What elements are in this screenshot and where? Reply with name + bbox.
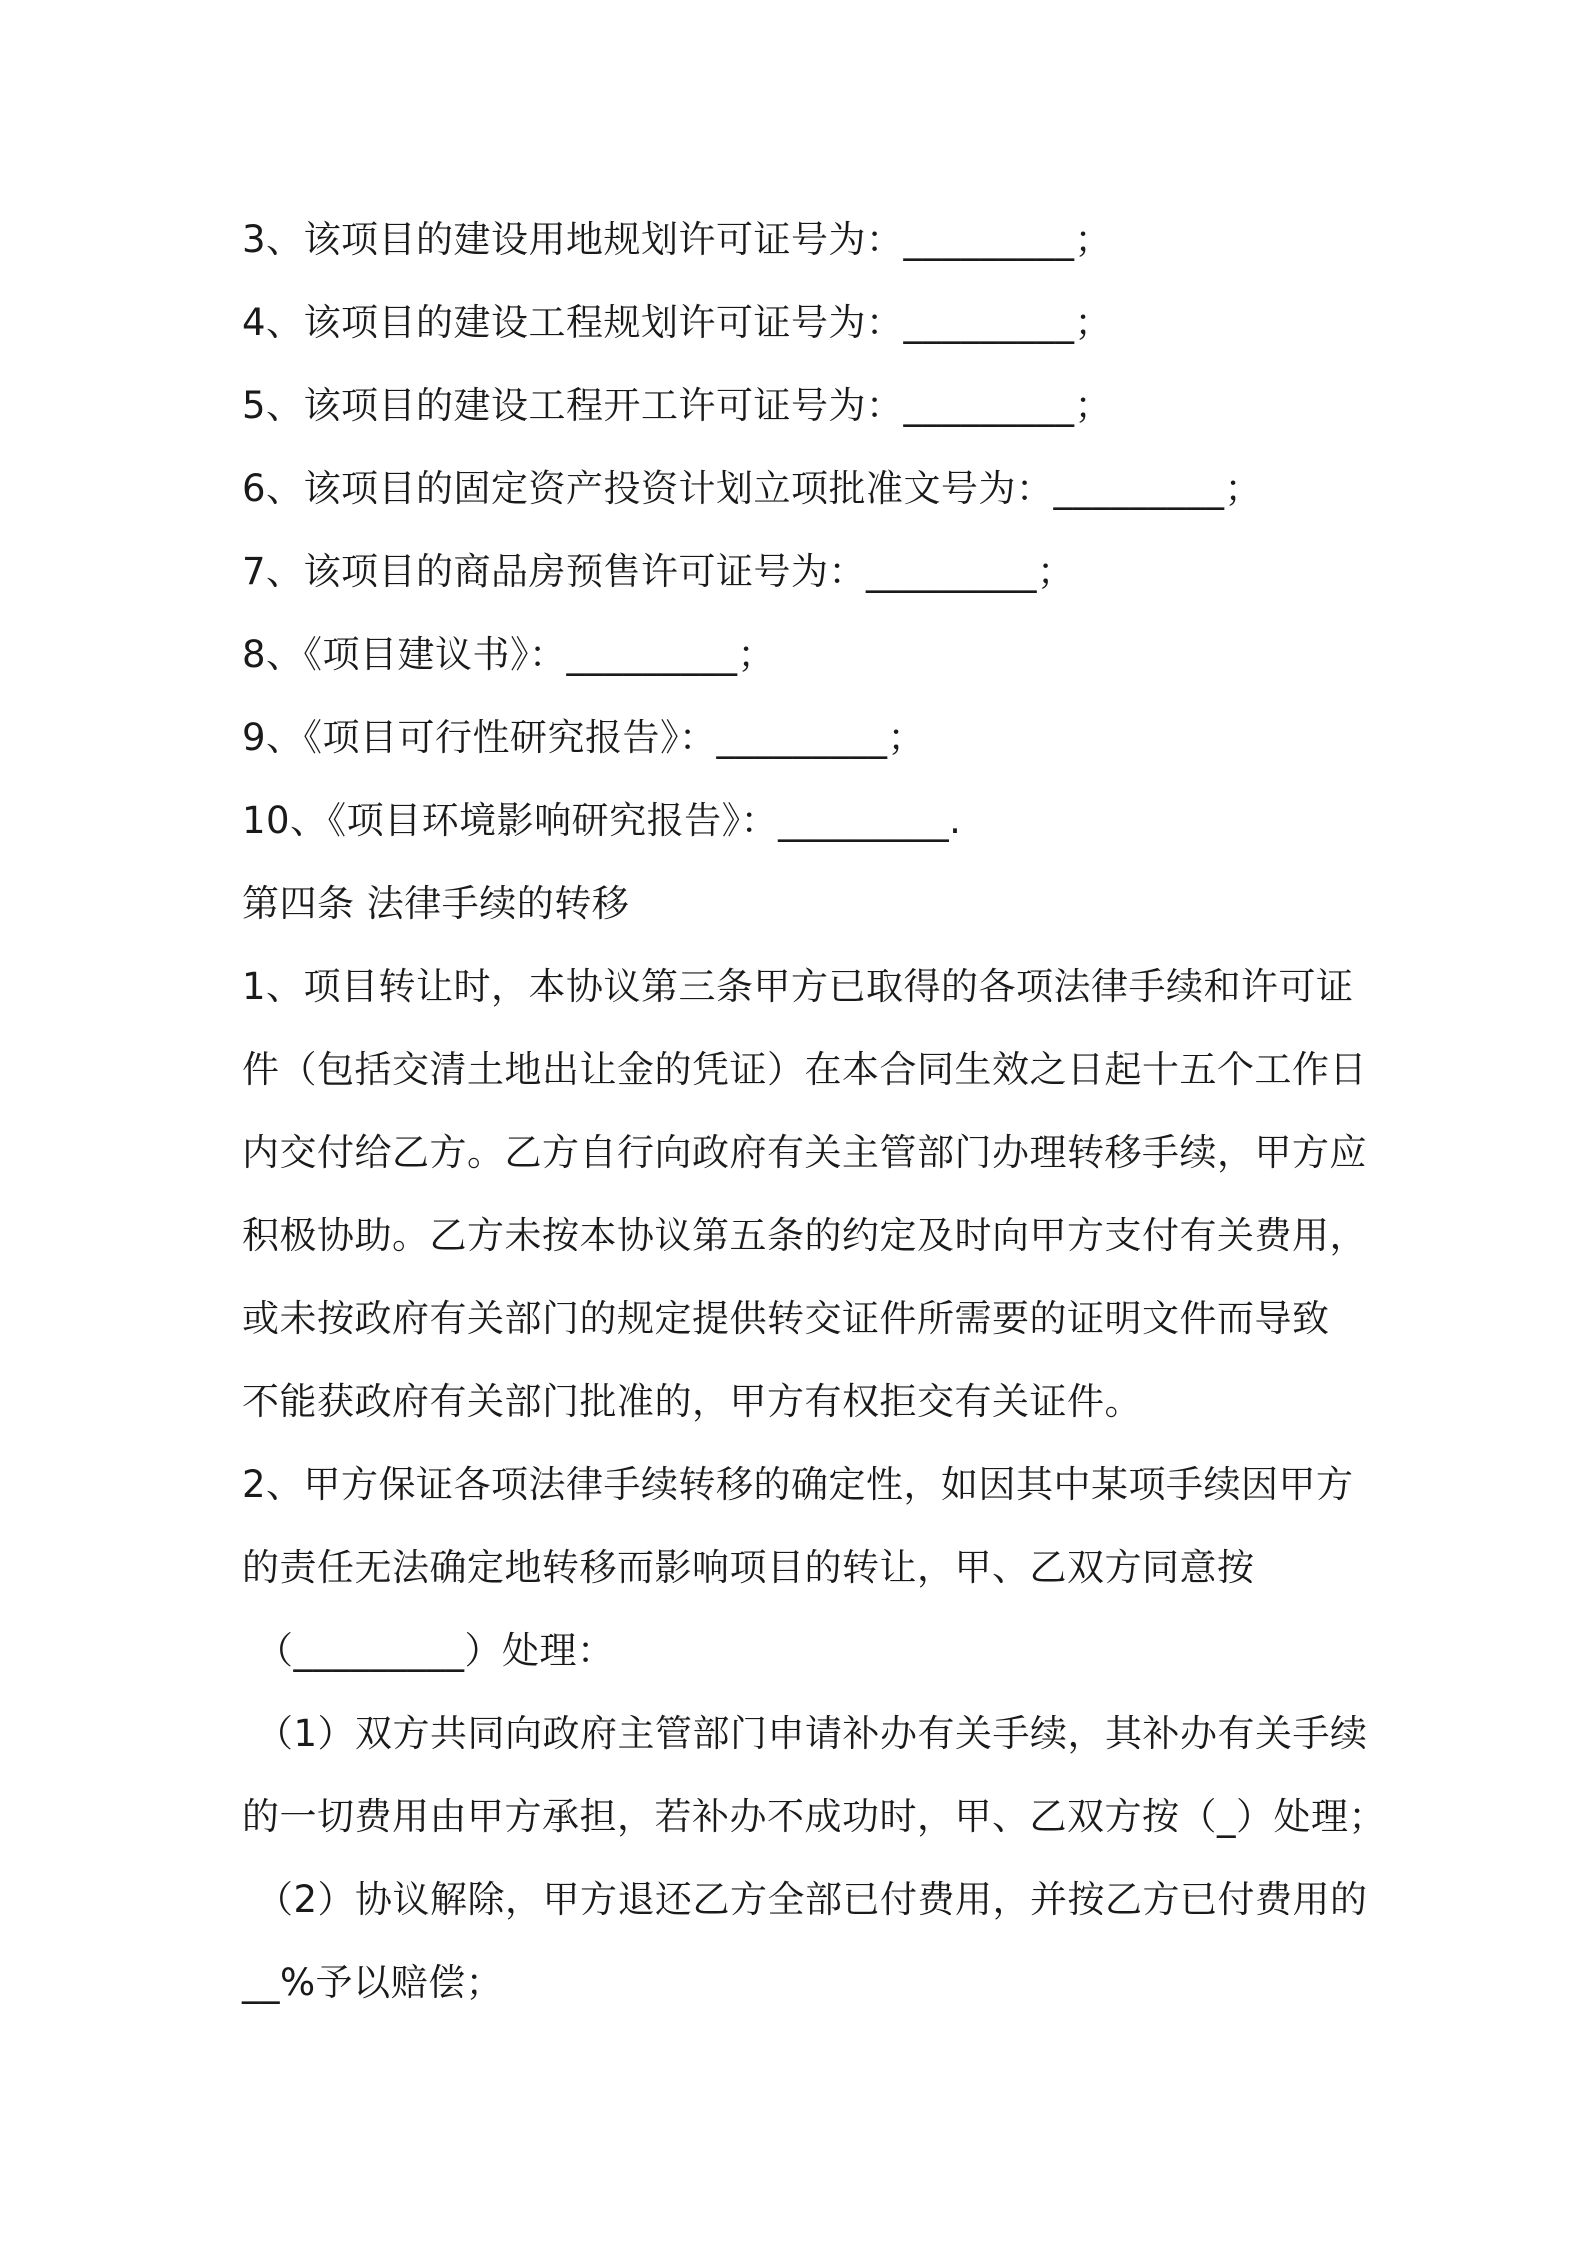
option-2-line: （2）协议解除，甲方退还乙方全部已付费用，并按乙方已付费用的 bbox=[256, 1878, 1368, 1921]
option-1-line: （1）双方共同向政府主管部门申请补办有关手续，其补办有关手续 bbox=[256, 1712, 1368, 1755]
clause-3-item-7: 7、该项目的商品房预售许可证号为：_________； bbox=[242, 550, 1075, 593]
section-heading-article-4: 第四条 法律手续的转移 bbox=[242, 882, 630, 925]
paragraph-line: 或未按政府有关部门的规定提供转交证件所需要的证明文件而导致 bbox=[242, 1297, 1330, 1340]
paragraph-line: 积极协助。乙方未按本协议第五条的约定及时向甲方支付有关费用， bbox=[242, 1214, 1367, 1257]
paragraph-line: 1、项目转让时，本协议第三条甲方已取得的各项法律手续和许可证 bbox=[242, 965, 1354, 1008]
paragraph-line: 件（包括交清土地出让金的凭证）在本合同生效之日起十五个工作日 bbox=[242, 1048, 1367, 1091]
paragraph-line: （_________）处理： bbox=[256, 1629, 615, 1672]
paragraph-line: 不能获政府有关部门批准的，甲方有权拒交有关证件。 bbox=[242, 1380, 1142, 1423]
paragraph-line: 内交付给乙方。乙方自行向政府有关主管部门办理转移手续，甲方应 bbox=[242, 1131, 1367, 1174]
option-2-line: __%予以赔偿； bbox=[242, 1961, 504, 2004]
paragraph-line: 的责任无法确定地转移而影响项目的转让，甲、乙双方同意按 bbox=[242, 1546, 1255, 1589]
clause-3-item-8: 8、《项目建议书》：_________； bbox=[242, 633, 776, 676]
clause-3-item-6: 6、该项目的固定资产投资计划立项批准文号为：_________； bbox=[242, 467, 1263, 510]
clause-3-item-10: 10、《项目环境影响研究报告》：_________. bbox=[242, 799, 962, 842]
paragraph-line: 2、甲方保证各项法律手续转移的确定性，如因其中某项手续因甲方 bbox=[242, 1463, 1354, 1506]
clause-3-item-3: 3、该项目的建设用地规划许可证号为：_________； bbox=[242, 218, 1113, 261]
clause-3-item-5: 5、该项目的建设工程开工许可证号为：_________； bbox=[242, 384, 1113, 427]
option-1-line: 的一切费用由甲方承担，若补办不成功时，甲、乙双方按（_）处理； bbox=[242, 1795, 1386, 1838]
document-body bbox=[242, 198, 1386, 2024]
clause-3-item-9: 9、《项目可行性研究报告》：_________； bbox=[242, 716, 926, 759]
clause-3-item-4: 4、该项目的建设工程规划许可证号为：_________； bbox=[242, 301, 1113, 344]
